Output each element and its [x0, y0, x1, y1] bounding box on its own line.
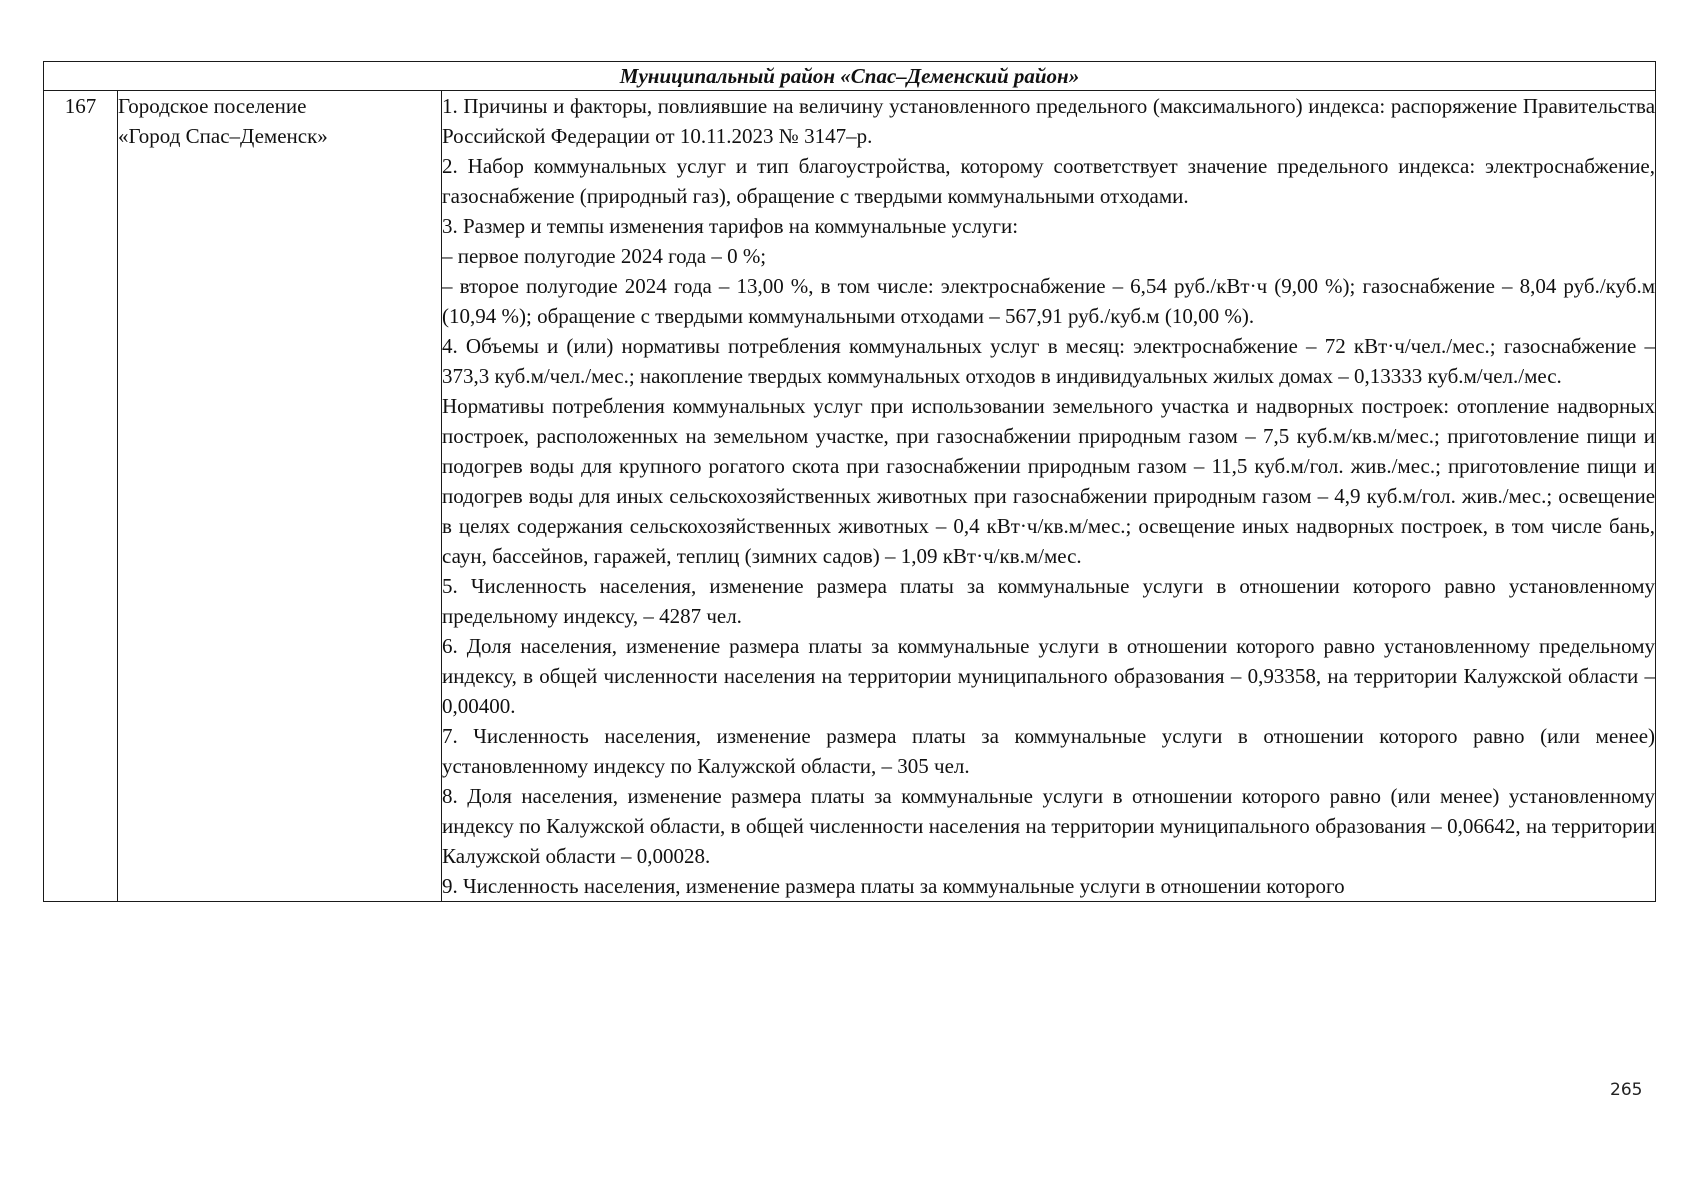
- paragraph-land-plot-norms: Нормативы потребления коммунальных услуг при использовании земельного участка и надворных построек: отопление надворных построек, расположенных на земельном участке, при газоснабжении природным газом – 7,5 куб.м/кв.м/мес.; приготовление пищи и подогрев воды для крупного рогатого скота при газоснабжении природным газом – 11,5 куб.м/гол. жив./мес.; приготовление пищи и подогрев воды для иных сельскохозяйственных животных при газоснабжении природным газом – 4,9 куб.м/гол. жив./мес.; освещение в целях содержания сельскохозяйственных животных – 0,4 кВт·ч/кв.м/мес.; освещение иных надворных построек, в том числе бань, саун, бассейнов, гаражей, теплиц (зимних садов) – 1,09 кВт·ч/кв.м/мес.: [442, 394, 1656, 568]
- paragraph-causes: 1. Причины и факторы, повлиявшие на величину установленного предельного (максимального) индекса: распоряжение Правительства Российской Федерации от 10.11.2023 № 3147–р.: [442, 94, 1656, 148]
- municipal-index-table: [43, 61, 1656, 902]
- district-header-row: [44, 62, 1656, 91]
- paragraph-first-half: – первое полугодие 2024 года – 0 %;: [442, 244, 767, 268]
- settlement-name-line1: Городское поселение: [118, 94, 307, 118]
- settlement-row: [44, 91, 1656, 902]
- settlement-name-line2: «Город Спас–Деменск»: [118, 124, 328, 148]
- paragraph-share-regional: 8. Доля населения, изменение размера платы за коммунальные услуги в отношении которого равно (или менее) установленному индексу по Калужской области, в общей численности населения на территории муниципального образования – 0,06642, на территории Калужской области – 0,00028.: [442, 784, 1656, 868]
- page-number: 265: [1610, 1080, 1643, 1100]
- paragraph-population-continued: 9. Численность населения, изменение размера платы за коммунальные услуги в отношении которого: [442, 874, 1345, 898]
- paragraph-population-regional: 7. Численность населения, изменение размера платы за коммунальные услуги в отношении которого равно (или менее) установленному индексу по Калужской области, – 305 чел.: [442, 724, 1656, 778]
- paragraph-consumption-norms: 4. Объемы и (или) нормативы потребления коммунальных услуг в месяц: электроснабжение – 72 кВт·ч/чел./мес.; газоснабжение – 373,3 куб.м/чел./мес.; накопление твердых коммунальных отходов в индивидуальных жилых домах – 0,13333 куб.м/чел./мес.: [442, 334, 1656, 388]
- paragraph-tariffs-heading: 3. Размер и темпы изменения тарифов на коммунальные услуги:: [442, 214, 1019, 238]
- row-number: 167: [44, 91, 118, 902]
- settlement-name: [118, 91, 442, 902]
- index-details: [442, 91, 1656, 902]
- paragraph-population-equal: 5. Численность населения, изменение размера платы за коммунальные услуги в отношении которого равно установленному предельному индексу, – 4287 чел.: [442, 574, 1656, 628]
- paragraph-second-half: – второе полугодие 2024 года – 13,00 %, в том числе: электроснабжение – 6,54 руб./кВт·ч (9,00 %); газоснабжение – 8,04 руб./куб.м (10,94 %); обращение с твердыми коммунальными отходами – 567,91 руб./куб.м (10,00 %).: [442, 274, 1656, 328]
- paragraph-services-set: 2. Набор коммунальных услуг и тип благоустройства, которому соответствует значение предельного индекса: электроснабжение, газоснабжение (природный газ), обращение с твердыми коммунальными отходами.: [442, 154, 1656, 208]
- paragraph-share-equal: 6. Доля населения, изменение размера платы за коммунальные услуги в отношении которого равно установленному предельному индексу, в общей численности населения на территории муниципального образования – 0,93358, на территории Калужской области – 0,00400.: [442, 634, 1656, 718]
- district-header: Муниципальный район «Спас–Деменский район»: [44, 62, 1656, 91]
